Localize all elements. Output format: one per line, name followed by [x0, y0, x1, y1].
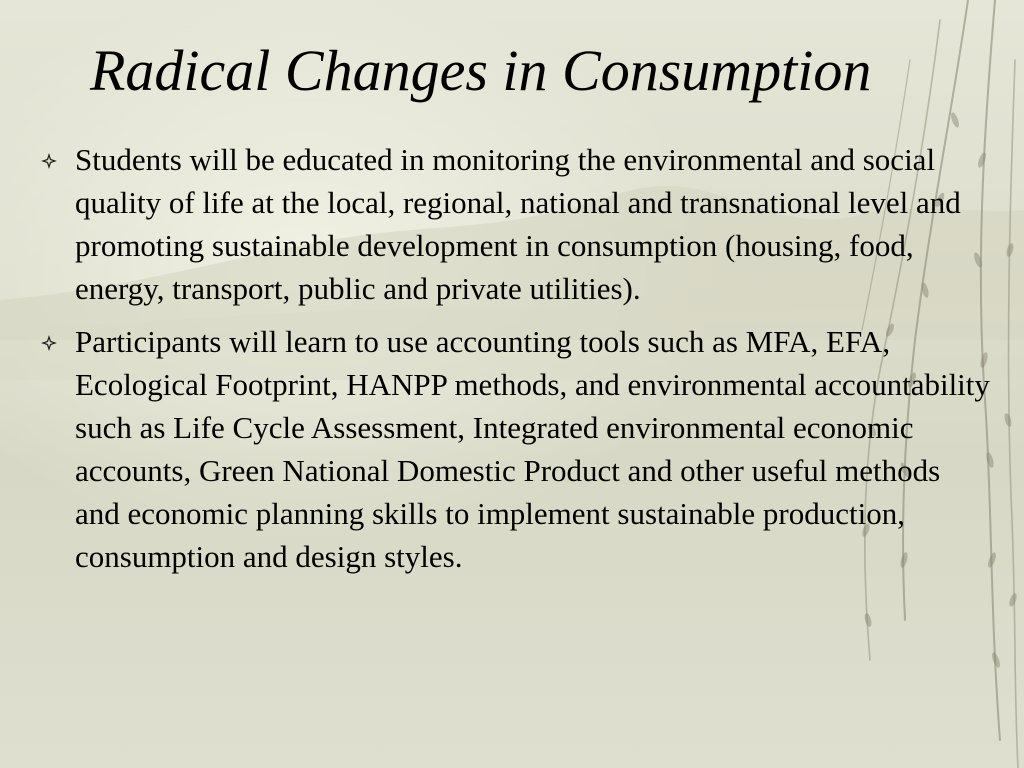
slide-title: Radical Changes in Consumption	[90, 38, 872, 103]
bullet-item	[40, 138, 990, 310]
bullet-text: Participants will learn to use accounting tools such as MFA, EFA, Ecological Footprint, HANPP methods, and environmental accountability such as Life Cycle Assessment, Integrated environmental economic accounts, Green National Domestic Product and other useful methods and economic planning skills to implement sustainable production, consumption and design styles.	[75, 324, 990, 574]
bullet-item	[40, 320, 990, 578]
bullet-list	[40, 138, 990, 588]
bullet-text: Students will be educated in monitoring the environmental and social quality of life at the local, regional, national and transnational level and promoting sustainable development in consumption (housing, food, energy, transport, public and private utilities).	[75, 142, 961, 306]
diamond-bullet-icon	[40, 334, 58, 352]
diamond-bullet-icon	[40, 152, 58, 170]
